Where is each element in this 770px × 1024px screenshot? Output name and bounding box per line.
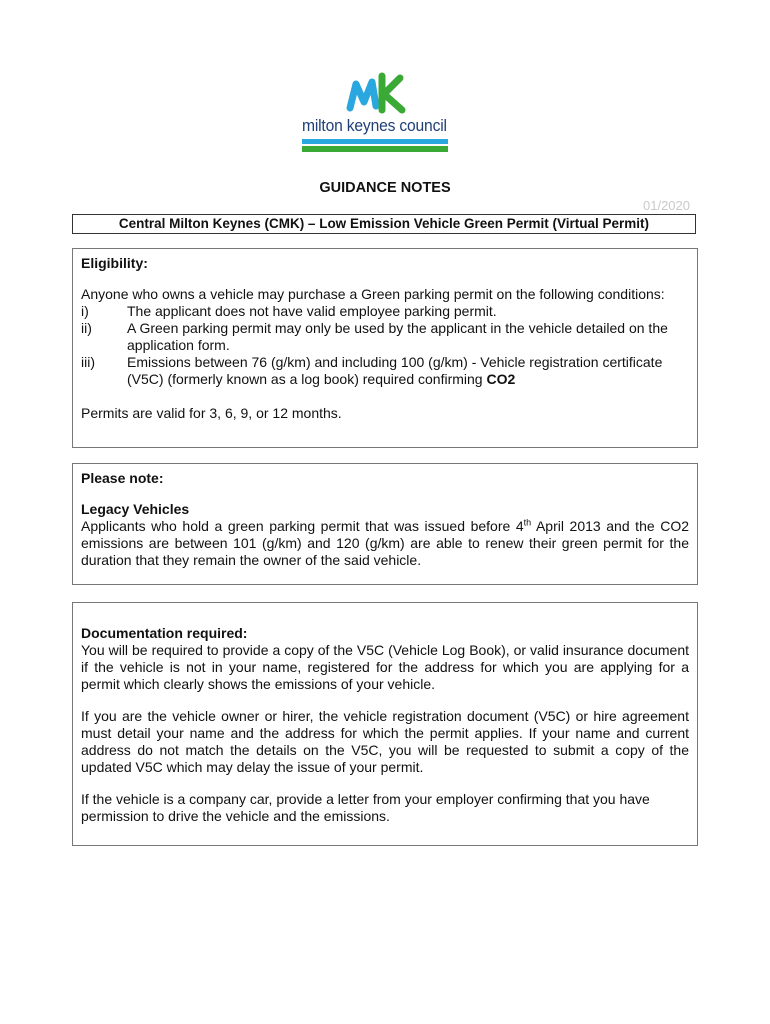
condition-number: ii)	[81, 320, 92, 336]
note-heading: Please note:	[81, 470, 164, 486]
legacy-vehicles-text	[81, 518, 689, 569]
eligibility-heading: Eligibility:	[81, 255, 148, 271]
logo-bar-blue	[302, 139, 448, 144]
co2-label: CO2	[486, 371, 516, 387]
eligibility-section	[72, 248, 698, 448]
documentation-heading: Documentation required:	[81, 625, 248, 641]
documentation-section	[72, 602, 698, 846]
documentation-paragraph: You will be required to provide a copy of the V5C (Vehicle Log Book), or valid insurance document if the vehicle is not in your name, registered for the address for which you are applying for a permit which clearly shows the emissions of your vehicle.	[81, 642, 689, 692]
permit-validity: Permits are valid for 3, 6, 9, or 12 months.	[81, 405, 342, 421]
condition-text: The applicant does not have valid employee parking permit.	[127, 303, 497, 319]
page-heading: GUIDANCE NOTES	[319, 180, 451, 196]
condition-item	[81, 354, 689, 388]
condition-number: i)	[81, 303, 89, 319]
eligibility-intro: Anyone who owns a vehicle may purchase a Green parking permit on the following conditions:	[81, 286, 665, 302]
legacy-vehicles-heading: Legacy Vehicles	[81, 501, 190, 517]
documentation-paragraph: If the vehicle is a company car, provide a letter from your employer confirming that you have permission to drive the vehicle and the emissions.	[81, 791, 650, 824]
please-note-section	[72, 463, 698, 585]
council-logo	[302, 70, 452, 158]
condition-number: iii)	[81, 354, 95, 370]
condition-text-wrapper	[127, 354, 689, 388]
document-title: Central Milton Keynes (CMK) – Low Emission Vehicle Green Permit (Virtual Permit)	[72, 214, 696, 234]
condition-item	[81, 320, 689, 354]
reference-code: 01/2020	[643, 198, 690, 213]
council-name: milton keynes council	[302, 116, 447, 135]
logo-bar-green	[302, 146, 448, 152]
mk-logo-mark	[302, 70, 452, 116]
note-text-after: April 2013 and the CO2 emissions are between 101 (g/km) and 120 (g/km) are able to renew their green permit for the duration that they remain the owner of the said vehicle.	[81, 518, 689, 568]
note-superscript: th	[523, 517, 532, 528]
documentation-paragraph: If you are the vehicle owner or hirer, the vehicle registration document (V5C) or hire agreement must detail your name and the address for which the permit applies. If your name and current address do not match the details on the V5C, you will be requested to submit a copy of the updated V5C which may delay the issue of your permit.	[81, 708, 689, 775]
condition-item	[81, 303, 689, 320]
condition-text: A Green parking permit may only be used by the applicant in the vehicle detailed on the application form.	[127, 320, 668, 353]
note-text-before: Applicants who hold a green parking permit that was issued before 4	[81, 518, 524, 534]
condition-text: Emissions between 76 (g/km) and including 100 (g/km) - Vehicle registration certificate (V5C) (formerly known as a log book) required confirming	[127, 354, 663, 387]
